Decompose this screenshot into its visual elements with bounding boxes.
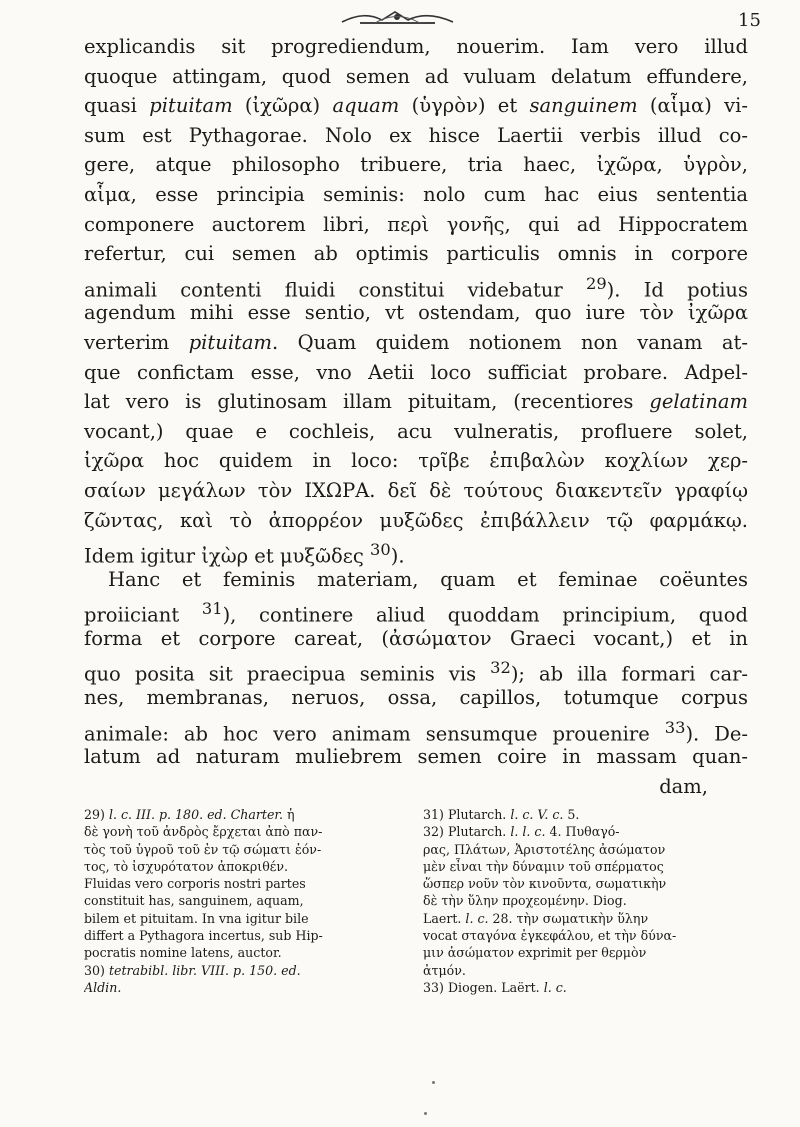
text-line: vocant,) quae e cochleis, acu vulneratis, profluere solet, bbox=[84, 419, 748, 443]
footnote-line: τὸς τοῦ ὑγροῦ τοῦ ἐν τῷ σώματι ἐόν- bbox=[84, 841, 322, 857]
footnote-line: differt a Pythagora incertus, sub Hip- bbox=[84, 928, 323, 944]
footnote-line: ὥσπερ νοῦν τὸν κινοῦντα, σωματικὴν bbox=[423, 876, 667, 892]
footnote-line: δὲ γονὴ τοῦ ἀνδρὸς ἔρχεται ἀπὸ παν- bbox=[84, 824, 323, 840]
main-text bbox=[84, 32, 748, 801]
text-line: Hanc et feminis materiam, quam et feminae coëuntes bbox=[108, 567, 748, 591]
text-line: gere, atque philosopho tribuere, tria haec, ἰχῶρα, ὑγρὸν, bbox=[84, 153, 748, 177]
text-line: latum ad naturam muliebrem semen coire in massam quan- bbox=[84, 745, 748, 769]
footnote-line: τος, τὸ ἰσχυρότατον ἀποκριθέν. bbox=[84, 858, 288, 874]
footnote-line: vocat σταγόνα ἐγκεφάλου, et τὴν δύνα- bbox=[423, 928, 677, 944]
footnotes-left-column bbox=[84, 806, 409, 996]
text-line: sum est Pythagorae. Nolo ex hisce Laertii verbis illud co- bbox=[84, 123, 748, 147]
footnote-line: 32) Plutarch. l. l. c. 4. Πυθαγό- bbox=[423, 824, 620, 840]
text-line: animali contenti fluidi constitui videbatur $^{29}$). Id potius bbox=[84, 273, 748, 302]
footnote-line: 31) Plutarch. l. c. V. c. 5. bbox=[423, 807, 580, 822]
catchword: dam, bbox=[659, 774, 708, 798]
footnote-line: 29) l. c. III. p. 180. ed. Charter. ἡ bbox=[84, 807, 295, 822]
page-number: 15 bbox=[738, 10, 761, 31]
footnote-line: pocratis nomine latens, auctor. bbox=[84, 945, 282, 961]
text-line: σαίων μεγάλων τὸν ΙΧΩΡΑ. δεῖ δὲ τούτους διακεντεῖν γραφίῳ bbox=[84, 478, 748, 502]
text-line: nes, membranas, neruos, ossa, capillos, totumque corpus bbox=[84, 686, 748, 710]
footnotes-right-column bbox=[423, 806, 748, 996]
footnote-line: ρας, Πλάτων, Ἀριστοτέλης ἀσώματον bbox=[423, 841, 666, 857]
footnote-line: ἀτμόν. bbox=[423, 962, 466, 978]
footnote-line: δὲ τὴν ὕλην προχεομένην. Diog. bbox=[423, 893, 627, 909]
text-line: ἰχῶρα hoc quidem in loco: τρῖβε ἐπιβαλὼν κοχλίων χερ- bbox=[84, 449, 748, 473]
footnote-line: bilem et pituitam. In vna igitur bile bbox=[84, 910, 309, 926]
text-line: lat vero is glutinosam illam pituitam, (recentiores gelatinam bbox=[84, 390, 748, 414]
text-line: refertur, cui semen ab optimis particulis omnis in corpore bbox=[84, 242, 748, 266]
text-line: αἷμα, esse principia seminis: nolo cum hac eius sententia bbox=[84, 182, 748, 206]
text-line: animale: ab hoc vero animam sensumque prouenire $^{33}$). De- bbox=[84, 717, 748, 746]
footnote-line: μὲν εἶναι τὴν δύναμιν τοῦ σπέρματος bbox=[423, 858, 664, 874]
text-line: quasi pituitam (ἰχῶρα) aquam (ὑγρὸν) et sanguinem (αἷμα) vi- bbox=[84, 94, 748, 118]
paper-speck bbox=[432, 1081, 435, 1084]
footnote-line: Fluidas vero corporis nostri partes bbox=[84, 876, 306, 892]
footnote-line: 33) Diogen. Laërt. l. c. bbox=[423, 979, 567, 995]
footnote-line: μιν ἀσώματον exprimit per θερμὸν bbox=[423, 945, 647, 961]
footnote-line: 30) tetrabibl. libr. VIII. p. 150. ed. bbox=[84, 962, 301, 978]
printer-ornament-icon bbox=[340, 8, 455, 28]
text-line: verterim pituitam. Quam quidem notionem non vanam at- bbox=[84, 330, 748, 354]
text-line: agendum mihi esse sentio, vt ostendam, quo iure τὸν ἰχῶρα bbox=[84, 301, 748, 325]
footnote-line: Laert. l. c. 28. τὴν σωματικὴν ὕλην bbox=[423, 910, 649, 926]
paper-speck bbox=[424, 1112, 427, 1115]
text-line: forma et corpore careat, (ἀσώματον Graeci vocant,) et in bbox=[84, 626, 748, 650]
text-line: componere auctorem libri, περὶ γονῆς, qui ad Hippocratem bbox=[84, 212, 748, 236]
text-line: quo posita sit praecipua seminis vis $^{32}$); ab illa formari car- bbox=[84, 658, 748, 686]
footnote-line: Aldin. bbox=[84, 979, 122, 995]
text-line: explicandis sit progrediendum, nouerim. Iam vero illud bbox=[84, 35, 748, 58]
text-line: quoque attingam, quod semen ad vuluam delatum effundere, bbox=[84, 64, 748, 88]
text-line: ζῶντας, καὶ τὸ ἀπορρέον μυξῶδες ἐπιβάλλειν τῷ φαρμάκῳ. bbox=[84, 508, 748, 532]
text-line: que confictam esse, vno Aetii loco sufficiat probare. Adpel- bbox=[84, 360, 748, 384]
text-line: Idem igitur ἰχὼρ et μυξῶδες $^{30}$). bbox=[84, 540, 405, 568]
footnote-line: constituit has, sanguinem, aquam, bbox=[84, 893, 304, 909]
text-line: proiiciant $^{31}$), continere aliud quoddam principium, quod bbox=[84, 599, 748, 627]
